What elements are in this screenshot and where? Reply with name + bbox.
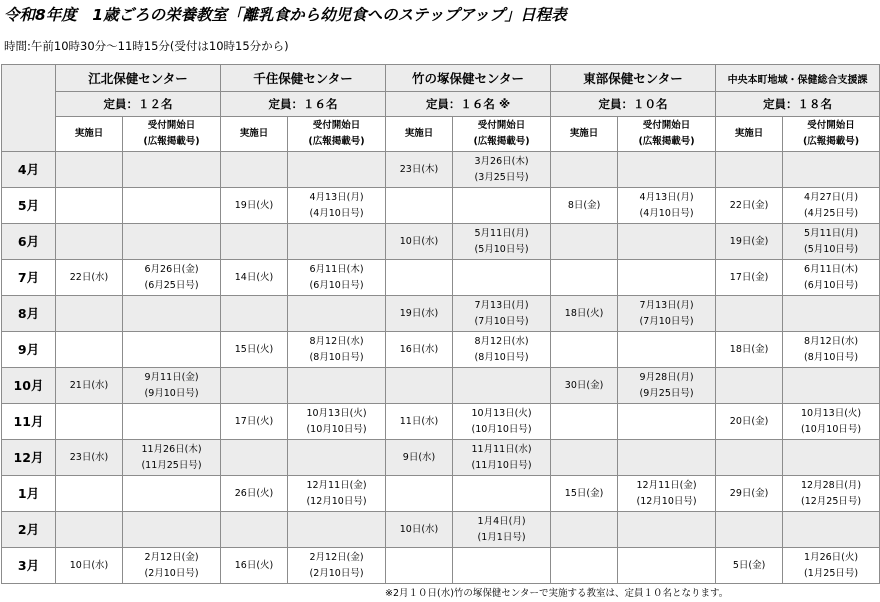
reception-date-cell	[783, 224, 880, 260]
reception-date-cell	[288, 404, 386, 440]
table-row	[2, 440, 880, 476]
session-date-cell: 14日(火)	[221, 260, 288, 296]
reception-date-cell	[618, 296, 716, 332]
bulletin-issue: (6月10日号)	[309, 279, 364, 291]
reception-date-cell	[453, 260, 551, 296]
session-date-cell	[221, 368, 288, 404]
session-date-cell	[551, 224, 618, 260]
session-date-cell: 11日(水)	[386, 404, 453, 440]
reception-date-cell	[288, 296, 386, 332]
session-date-cell: 22日(金)	[716, 188, 783, 224]
reception-date-cell	[453, 548, 551, 584]
reception-date: 12月11日(金)	[636, 479, 697, 491]
session-date-cell	[56, 224, 123, 260]
reception-date-cell	[783, 404, 880, 440]
date-column-header: 実施日	[221, 117, 288, 152]
reception-header-line1: 受付開始日	[312, 120, 361, 131]
month-cell: 11月	[2, 404, 56, 440]
bulletin-issue: (10月10日号)	[801, 423, 862, 435]
reception-date: 8月12日(水)	[804, 335, 859, 347]
session-date-cell	[716, 152, 783, 188]
reception-date-cell	[123, 296, 221, 332]
reception-date: 10月13日(火)	[471, 407, 532, 419]
reception-date-cell	[123, 404, 221, 440]
session-date-cell	[56, 512, 123, 548]
center-name: 千住保健センター	[221, 65, 386, 92]
reception-date-cell	[618, 260, 716, 296]
reception-date-cell	[453, 332, 551, 368]
session-date-cell	[716, 440, 783, 476]
bulletin-issue: (6月10日号)	[804, 279, 859, 291]
reception-date: 2月12日(金)	[309, 551, 364, 563]
session-date-cell	[386, 476, 453, 512]
month-cell: 8月	[2, 296, 56, 332]
table-row	[2, 260, 880, 296]
reception-date-cell	[453, 440, 551, 476]
reception-date-cell	[123, 332, 221, 368]
reception-date-cell	[783, 440, 880, 476]
center-name: 竹の塚保健センター	[386, 65, 551, 92]
bulletin-issue: (5月10日号)	[804, 243, 859, 255]
reception-header-line2: (広報掲載号)	[802, 136, 860, 147]
session-date-cell	[221, 296, 288, 332]
reception-date: 11月11日(水)	[471, 443, 532, 455]
reception-date-cell	[123, 368, 221, 404]
bulletin-issue: (5月10日号)	[474, 243, 529, 255]
session-date-cell	[56, 152, 123, 188]
center-capacity: 定員：１０名	[551, 92, 716, 117]
reception-date-cell	[783, 368, 880, 404]
reception-date-cell	[453, 368, 551, 404]
reception-date-cell	[783, 332, 880, 368]
session-date-cell	[716, 512, 783, 548]
reception-date-cell	[783, 296, 880, 332]
bulletin-issue: (6月25日号)	[144, 279, 199, 291]
reception-date-cell	[288, 512, 386, 548]
reception-date-cell	[123, 224, 221, 260]
reception-date: 2月12日(金)	[144, 551, 199, 563]
reception-date: 6月26日(金)	[144, 263, 199, 275]
reception-header-line1: 受付開始日	[642, 120, 691, 131]
schedule-table	[1, 64, 880, 584]
reception-date-cell	[123, 512, 221, 548]
bulletin-issue: (1月25日号)	[804, 567, 859, 579]
reception-date-cell	[453, 404, 551, 440]
session-date-cell	[551, 512, 618, 548]
session-date-cell: 17日(金)	[716, 260, 783, 296]
reception-date-cell	[288, 548, 386, 584]
center-capacity: 定員：１６名 ※	[386, 92, 551, 117]
session-date-cell	[386, 368, 453, 404]
reception-date-cell	[123, 188, 221, 224]
session-date-cell: 23日(木)	[386, 152, 453, 188]
page-title: 令和8年度 1歳ごろの栄養教室「離乳食から幼児食へのステップアップ」日程表	[4, 6, 567, 24]
month-cell: 10月	[2, 368, 56, 404]
session-date-cell: 20日(金)	[716, 404, 783, 440]
reception-date-cell	[618, 512, 716, 548]
month-cell: 12月	[2, 440, 56, 476]
reception-date: 7月13日(月)	[639, 299, 694, 311]
session-date-cell	[56, 476, 123, 512]
table-row	[2, 188, 880, 224]
reception-date-cell	[288, 188, 386, 224]
reception-date: 4月13日(月)	[309, 191, 364, 203]
reception-date-cell	[618, 548, 716, 584]
reception-date-cell	[123, 476, 221, 512]
session-date-cell: 30日(金)	[551, 368, 618, 404]
reception-date-cell	[618, 152, 716, 188]
month-cell: 4月	[2, 152, 56, 188]
bulletin-issue: (12月25日号)	[801, 495, 862, 507]
bulletin-issue: (12月10日号)	[306, 495, 367, 507]
bulletin-issue: (8月10日号)	[474, 351, 529, 363]
reception-column-header	[783, 117, 880, 152]
session-date-cell: 10日(水)	[56, 548, 123, 584]
reception-date-cell	[618, 440, 716, 476]
reception-date-cell	[783, 260, 880, 296]
reception-date-cell	[288, 476, 386, 512]
session-date-cell: 10日(水)	[386, 512, 453, 548]
reception-date-cell	[783, 476, 880, 512]
bulletin-issue: (3月25日号)	[474, 171, 529, 183]
bulletin-issue: (10月10日号)	[471, 423, 532, 435]
session-date-cell: 16日(水)	[386, 332, 453, 368]
bulletin-issue: (11月25日号)	[141, 459, 202, 471]
session-date-cell	[386, 548, 453, 584]
reception-date: 8月12日(水)	[309, 335, 364, 347]
bulletin-issue: (9月25日号)	[639, 387, 694, 399]
reception-date-cell	[783, 548, 880, 584]
reception-date-cell	[618, 188, 716, 224]
reception-date: 12月28日(月)	[801, 479, 862, 491]
month-header-corner	[2, 65, 56, 152]
session-date-cell: 15日(金)	[551, 476, 618, 512]
table-row	[2, 152, 880, 188]
month-cell: 2月	[2, 512, 56, 548]
reception-date-cell	[618, 224, 716, 260]
reception-column-header	[288, 117, 386, 152]
center-capacity: 定員：１６名	[221, 92, 386, 117]
date-column-header: 実施日	[56, 117, 123, 152]
reception-date: 10月13日(火)	[801, 407, 862, 419]
reception-date-cell	[123, 152, 221, 188]
session-date-cell: 19日(水)	[386, 296, 453, 332]
bulletin-issue: (4月25日号)	[804, 207, 859, 219]
bulletin-issue: (7月10日号)	[639, 315, 694, 327]
month-cell: 5月	[2, 188, 56, 224]
reception-date-cell	[123, 440, 221, 476]
session-date-cell: 19日(火)	[221, 188, 288, 224]
table-row	[2, 476, 880, 512]
session-date-cell: 29日(金)	[716, 476, 783, 512]
reception-date: 9月28日(月)	[639, 371, 694, 383]
reception-date: 1月4日(月)	[477, 515, 526, 527]
session-date-cell	[56, 404, 123, 440]
session-date-cell: 9日(水)	[386, 440, 453, 476]
month-cell: 7月	[2, 260, 56, 296]
reception-date: 1月26日(火)	[804, 551, 859, 563]
reception-date: 3月26日(木)	[474, 155, 529, 167]
session-date-cell	[221, 440, 288, 476]
session-date-cell	[56, 188, 123, 224]
session-date-cell	[551, 440, 618, 476]
session-time: 時間:午前10時30分～11時15分(受付は10時15分から)	[4, 39, 289, 53]
table-row	[2, 404, 880, 440]
table-row	[2, 548, 880, 584]
reception-date-cell	[453, 188, 551, 224]
center-capacity: 定員：１８名	[716, 92, 880, 117]
session-date-cell	[221, 512, 288, 548]
reception-date-cell	[288, 332, 386, 368]
session-date-cell	[386, 260, 453, 296]
bulletin-issue: (10月10日号)	[306, 423, 367, 435]
session-date-cell	[551, 404, 618, 440]
reception-column-header	[453, 117, 551, 152]
reception-date-cell	[453, 512, 551, 548]
session-date-cell: 17日(火)	[221, 404, 288, 440]
reception-date-cell	[453, 224, 551, 260]
month-cell: 3月	[2, 548, 56, 584]
bulletin-issue: (8月10日号)	[309, 351, 364, 363]
session-date-cell	[551, 152, 618, 188]
reception-header-line1: 受付開始日	[477, 120, 526, 131]
session-date-cell	[386, 188, 453, 224]
session-date-cell: 21日(水)	[56, 368, 123, 404]
reception-date: 9月11日(金)	[144, 371, 199, 383]
reception-header-line1: 受付開始日	[147, 120, 196, 131]
reception-date: 6月11日(木)	[309, 263, 364, 275]
session-date-cell	[551, 548, 618, 584]
reception-column-header	[123, 117, 221, 152]
reception-header-line2: (広報掲載号)	[143, 136, 200, 147]
bulletin-issue: (4月10日号)	[309, 207, 364, 219]
session-date-cell	[221, 224, 288, 260]
bulletin-issue: (12月10日号)	[636, 495, 697, 507]
session-date-cell: 5日(金)	[716, 548, 783, 584]
session-date-cell: 22日(水)	[56, 260, 123, 296]
table-row	[2, 512, 880, 548]
reception-date-cell	[783, 152, 880, 188]
reception-date-cell	[288, 152, 386, 188]
session-date-cell: 18日(火)	[551, 296, 618, 332]
bulletin-issue: (2月10日号)	[309, 567, 364, 579]
reception-date: 5月11日(月)	[804, 227, 859, 239]
table-row	[2, 224, 880, 260]
session-date-cell: 26日(火)	[221, 476, 288, 512]
reception-date: 8月12日(水)	[474, 335, 529, 347]
session-date-cell: 18日(金)	[716, 332, 783, 368]
bulletin-issue: (9月10日号)	[144, 387, 199, 399]
center-name: 東部保健センター	[551, 65, 716, 92]
reception-date: 10月13日(火)	[306, 407, 367, 419]
reception-date: 12月11日(金)	[306, 479, 367, 491]
center-name: 江北保健センター	[56, 65, 221, 92]
session-date-cell: 15日(火)	[221, 332, 288, 368]
reception-date-cell	[288, 368, 386, 404]
table-row	[2, 368, 880, 404]
session-date-cell	[716, 296, 783, 332]
reception-date-cell	[783, 188, 880, 224]
bulletin-issue: (2月10日号)	[144, 567, 199, 579]
reception-date-cell	[618, 332, 716, 368]
reception-date-cell	[288, 260, 386, 296]
reception-column-header	[618, 117, 716, 152]
reception-date-cell	[453, 296, 551, 332]
session-date-cell: 8日(金)	[551, 188, 618, 224]
month-cell: 1月	[2, 476, 56, 512]
capacity-note: ※2月１０日(水)竹の塚保健センターで実施する教室は、定員１０名となります。	[385, 588, 729, 599]
reception-header-line2: (広報掲載号)	[638, 136, 695, 147]
session-date-cell	[716, 368, 783, 404]
reception-date-cell	[288, 224, 386, 260]
reception-date-cell	[618, 404, 716, 440]
date-column-header: 実施日	[551, 117, 618, 152]
month-cell: 6月	[2, 224, 56, 260]
date-column-header: 実施日	[386, 117, 453, 152]
center-name: 中央本町地域・保健総合支援課	[716, 65, 880, 92]
reception-date-cell	[618, 476, 716, 512]
bulletin-issue: (1月1日号)	[477, 531, 526, 543]
reception-date: 6月11日(木)	[804, 263, 859, 275]
reception-date: 11月26日(木)	[141, 443, 202, 455]
reception-date: 4月13日(月)	[639, 191, 694, 203]
session-date-cell	[221, 152, 288, 188]
reception-date: 7月13日(月)	[474, 299, 529, 311]
table-row	[2, 332, 880, 368]
reception-date-cell	[618, 368, 716, 404]
date-column-header: 実施日	[716, 117, 783, 152]
reception-date: 5月11日(月)	[474, 227, 529, 239]
table-row	[2, 296, 880, 332]
session-date-cell	[551, 260, 618, 296]
bulletin-issue: (11月10日号)	[471, 459, 532, 471]
session-date-cell	[551, 332, 618, 368]
reception-header-line1: 受付開始日	[807, 120, 855, 131]
session-date-cell: 19日(金)	[716, 224, 783, 260]
session-date-cell	[56, 296, 123, 332]
month-cell: 9月	[2, 332, 56, 368]
session-date-cell	[56, 332, 123, 368]
bulletin-issue: (4月10日号)	[639, 207, 694, 219]
reception-date-cell	[123, 260, 221, 296]
bulletin-issue: (7月10日号)	[474, 315, 529, 327]
reception-date: 4月27日(月)	[804, 191, 859, 203]
bulletin-issue: (8月10日号)	[804, 351, 859, 363]
reception-date-cell	[288, 440, 386, 476]
reception-header-line2: (広報掲載号)	[308, 136, 365, 147]
session-date-cell: 10日(水)	[386, 224, 453, 260]
reception-date-cell	[453, 152, 551, 188]
center-capacity: 定員：１２名	[56, 92, 221, 117]
session-date-cell: 16日(火)	[221, 548, 288, 584]
reception-date-cell	[123, 548, 221, 584]
reception-date-cell	[453, 476, 551, 512]
session-date-cell: 23日(水)	[56, 440, 123, 476]
reception-header-line2: (広報掲載号)	[473, 136, 530, 147]
reception-date-cell	[783, 512, 880, 548]
